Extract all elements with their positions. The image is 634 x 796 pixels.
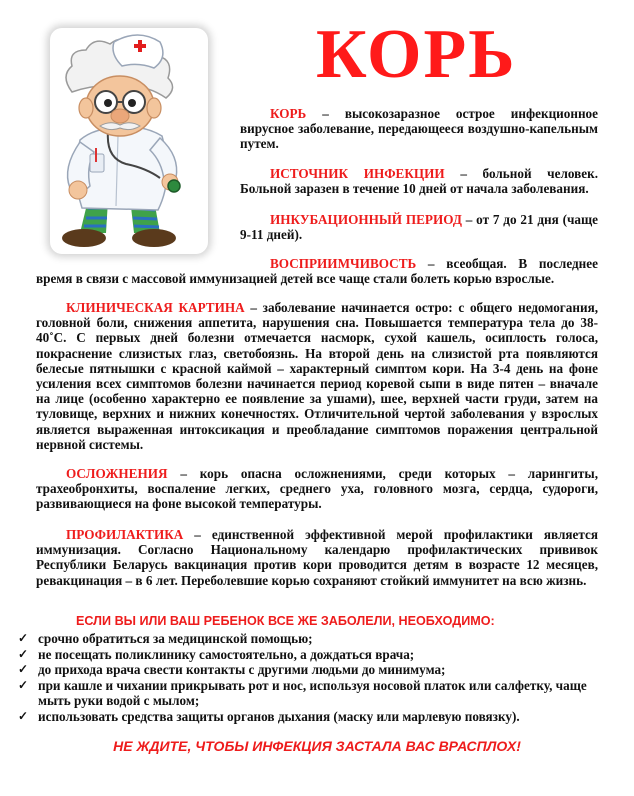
checkmark-icon: ✓	[18, 631, 29, 645]
doctor-illustration-frame	[50, 28, 208, 254]
definition-paragraph	[240, 106, 598, 152]
susceptibility-paragraph	[36, 256, 598, 286]
complications-paragraph	[36, 466, 598, 512]
list-item: ✓ при кашле и чихании прикрывать рот и нос, используя носовой платок или салфетку, чаще мыть руки водой с мылом;	[18, 677, 587, 709]
doctor-illustration	[50, 28, 208, 254]
prevention-paragraph	[36, 527, 598, 588]
checkmark-icon: ✓	[18, 677, 29, 692]
complications-term: ОСЛОЖНЕНИЯ	[66, 466, 168, 481]
checkmark-icon: ✓	[18, 708, 29, 723]
if-sick-title: ЕСЛИ ВЫ ИЛИ ВАШ РЕБЕНОК ВСЕ ЖЕ ЗАБОЛЕЛИ, НЕОБХОДИМО:	[76, 614, 495, 628]
source-text: – больной человек. Больной заразен в течение 10 дней от начала заболевания.	[240, 166, 599, 197]
list-item: ✓ до прихода врача свести контакты с другими людьми до минимума;	[18, 662, 446, 678]
prevention-term: ПРОФИЛАКТИКА	[66, 527, 184, 542]
source-paragraph	[240, 166, 598, 196]
clinical-term: КЛИНИЧЕСКАЯ КАРТИНА	[66, 300, 245, 315]
incubation-paragraph	[240, 212, 598, 242]
susceptibility-term: ВОСПРИИМЧИВОСТЬ	[270, 256, 417, 271]
source-term: ИСТОЧНИК ИНФЕКЦИИ	[270, 166, 445, 181]
list-item: ✓ срочно обратиться за медицинской помощью;	[18, 631, 313, 646]
list-item: ✓ использовать средства защиты органов дыхания (маску или марлевую повязку).	[18, 708, 520, 724]
checkmark-icon: ✓	[18, 646, 29, 661]
incubation-term: ИНКУБАЦИОННЫЙ ПЕРИОД	[270, 212, 462, 227]
page-title: КОРЬ	[316, 16, 517, 93]
list-item: ✓ не посещать поликлинику самостоятельно, а дождаться врача;	[18, 646, 415, 662]
susceptibility-text: – всеобщая. В последнее время в связи с массовой иммунизацией детей все чаще стали болеть корью взрослые.	[36, 256, 598, 287]
complications-text: – корь опасна осложнениями, среди которых – ларингиты, трахеобронхиты, воспаление легких, среднего уха, головного мозга, сердца, судороги, развивающиеся на фоне высокой температуры.	[36, 466, 598, 512]
final-warning: НЕ ЖДИТЕ, ЧТОБЫ ИНФЕКЦИЯ ЗАСТАЛА ВАС ВРАСПЛОХ!	[113, 738, 521, 754]
clinical-text: – заболевание начинается остро: с общего недомогания, головной боли, снижения аппетита, нарушения сна. Повышается температура тела до 38-40˚С. С первых дней болезни отмечается насморк, сухой кашель, осиплость голоса, покраснение слизистых глаз, светобоязнь. На второй день на слизистой рта появляются белесые пятнышки с красной каймой – характерный симптом кори. На 3-4 день на фоне усиления всех симптомов болезни начинается период коревой сыпи в виде пятен – вначале на лице (особенно характерно ее появление за ушами), шее, верхней части груди, затем на туловище, верхних и нижних конечностях. Отличительной чертой заболевания у взрослых является выраженная интоксикация и преобладание симптомов поражения центральной нервной системы.	[36, 300, 599, 452]
clinical-paragraph	[36, 300, 598, 452]
if-sick-list	[18, 631, 608, 725]
checkmark-icon: ✓	[18, 662, 29, 677]
incubation-text: – от 7 до 21 дня (чаще 9-11 дней).	[240, 212, 598, 243]
prevention-text: – единственной эффективной мерой профилактики является иммунизация. Согласно Национальному календарю профилактических прививок Республики Беларусь вакцинация против кори проводится детям в возрасте 12 месяцев, ревакцинация – в 6 лет. Переболевшие корью сохраняют стойкий иммунитет на всю жизнь.	[36, 527, 598, 588]
definition-term: КОРЬ	[270, 106, 307, 121]
definition-text: – высокозаразное острое инфекционное вирусное заболевание, передающееся воздушно-капельным путем.	[240, 106, 598, 152]
